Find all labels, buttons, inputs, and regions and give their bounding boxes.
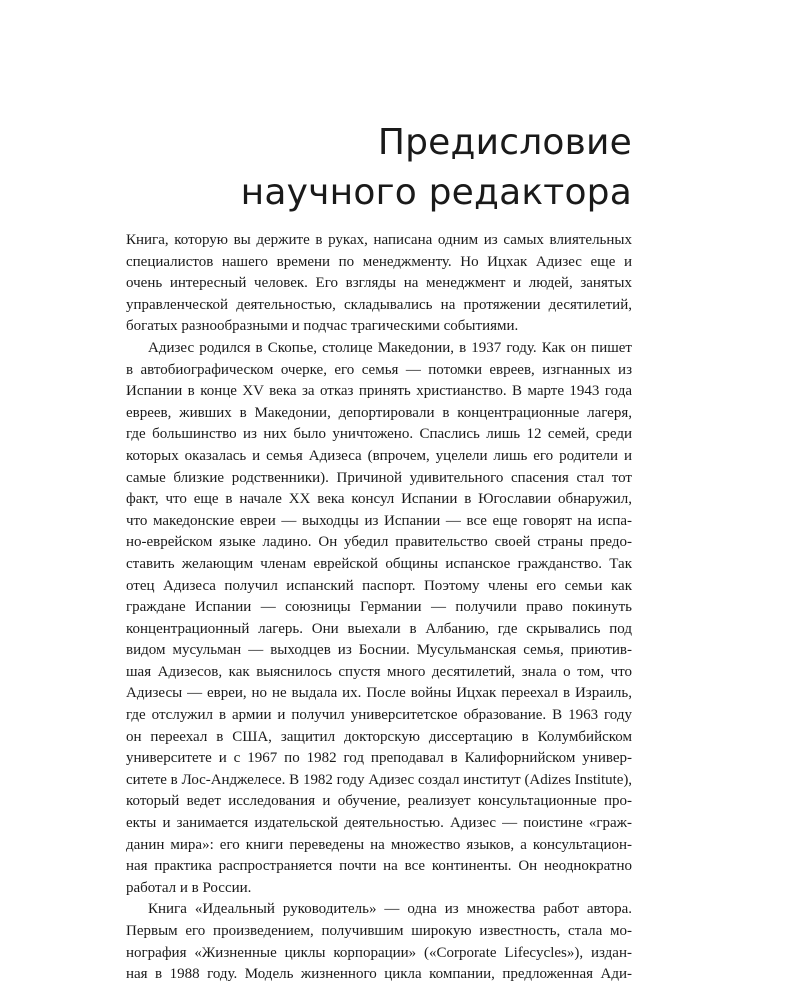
text-line: видом мусульман — выходцев из Боснии. Мусульманская семья, приютив- — [126, 642, 632, 659]
text-line: Адизес родился в Скопье, столице Македонии, в 1937 году. Как он пишет — [148, 339, 632, 356]
text-line: Первым его произведением, получившим широкую известность, стала мо- — [126, 923, 632, 939]
text-line: Книга «Идеальный руководитель» — одна из множества работ автора. — [148, 901, 632, 918]
text-line: самые близкие родственники). Причиной удивительного спасения стал тот — [126, 469, 632, 486]
title-line-1: Предисловие — [377, 122, 632, 163]
text-line: ная в 1988 году. Модель жизненного цикла компании, предложенная Ади- — [126, 966, 632, 983]
text-line: работал и в России. — [126, 879, 252, 896]
text-line: где отслужил в армии и получил университетское образование. В 1963 году — [126, 707, 632, 724]
text-line: Испании в конце XV века за отказ принять христианство. В марте 1943 года — [126, 383, 632, 400]
text-line: данин мира»: его книги переведены на множество языков, а консультацион- — [126, 836, 632, 853]
page-title — [241, 118, 632, 218]
text-line: университете и с 1967 по 1982 год преподавал в Калифорнийском универ- — [126, 750, 632, 767]
text-line: ная практика распространяется почти на все континенты. Он неоднократно — [126, 858, 632, 875]
text-line: что македонские евреи — выходцы из Испании — все еще говорят на испа- — [126, 512, 632, 529]
text-line: Книга, которую вы держите в руках, написана одним из самых влиятельных — [126, 232, 632, 248]
text-line: концентрационный лагерь. Они выехали в Албанию, где скрывались под — [126, 620, 632, 637]
text-line: шая Адизесов, как выяснилось спустя много десятилетий, знала о том, что — [126, 663, 632, 680]
text-line: ситете в Лос-Анджелесе. В 1982 году Адизес создал институт (Adizes Institute), — [126, 771, 632, 788]
text-line: Адизесы — евреи, но не выдала их. После войны Ицхак переехал в Израиль, — [126, 685, 632, 702]
text-line: екты и занимается издательской деятельностью. Адизес — поистине «граж- — [126, 815, 632, 832]
text-line: евреев, живших в Македонии, депортировали в концентрационные лагеря, — [126, 404, 632, 421]
text-line: факт, что еще в начале XX века консул Испании в Югославии обнаружил, — [126, 491, 632, 508]
text-line: богатых разнообразными и подчас трагическими событиями. — [126, 318, 519, 335]
text-line: которых оказалась и семья Адизеса (впрочем, уцелели лишь его родители и — [126, 447, 632, 464]
text-line: он переехал в США, защитил докторскую диссертацию в Колумбийском — [126, 728, 632, 745]
text-line: где большинство из них было уничтожено. Спаслись лишь 12 семей, среди — [126, 426, 632, 443]
text-line: в автобиографическом очерке, его семья — потомки евреев, изгнанных из — [126, 361, 632, 378]
body-text — [126, 230, 632, 986]
text-line: очень интересный человек. Его взгляды на менеджмент и людей, занятых — [126, 275, 632, 292]
text-line: управленческой деятельностью, складывались на протяжении десятилетий, — [126, 296, 632, 313]
title-line-2: научного редактора — [240, 172, 632, 213]
text-line: специалистов нашего времени по менеджменту. Но Ицхак Адизес еще и — [126, 253, 632, 270]
text-line: ставить желающим членам еврейской общины испанское гражданство. Так — [126, 555, 632, 572]
text-line: но-еврейском языке ладино. Он убедил правительство своей страны предо- — [126, 534, 632, 551]
text-line: отец Адизеса получил испанский паспорт. Поэтому члены его семьи как — [126, 577, 632, 594]
text-line: который ведет исследования и обучение, реализует консультационные про- — [126, 793, 632, 810]
text-line: граждане Испании — союзницы Германии — получили право покинуть — [126, 599, 632, 616]
text-line: нография «Жизненные циклы корпорации» («Corporate Lifecycles»), издан- — [126, 944, 632, 961]
